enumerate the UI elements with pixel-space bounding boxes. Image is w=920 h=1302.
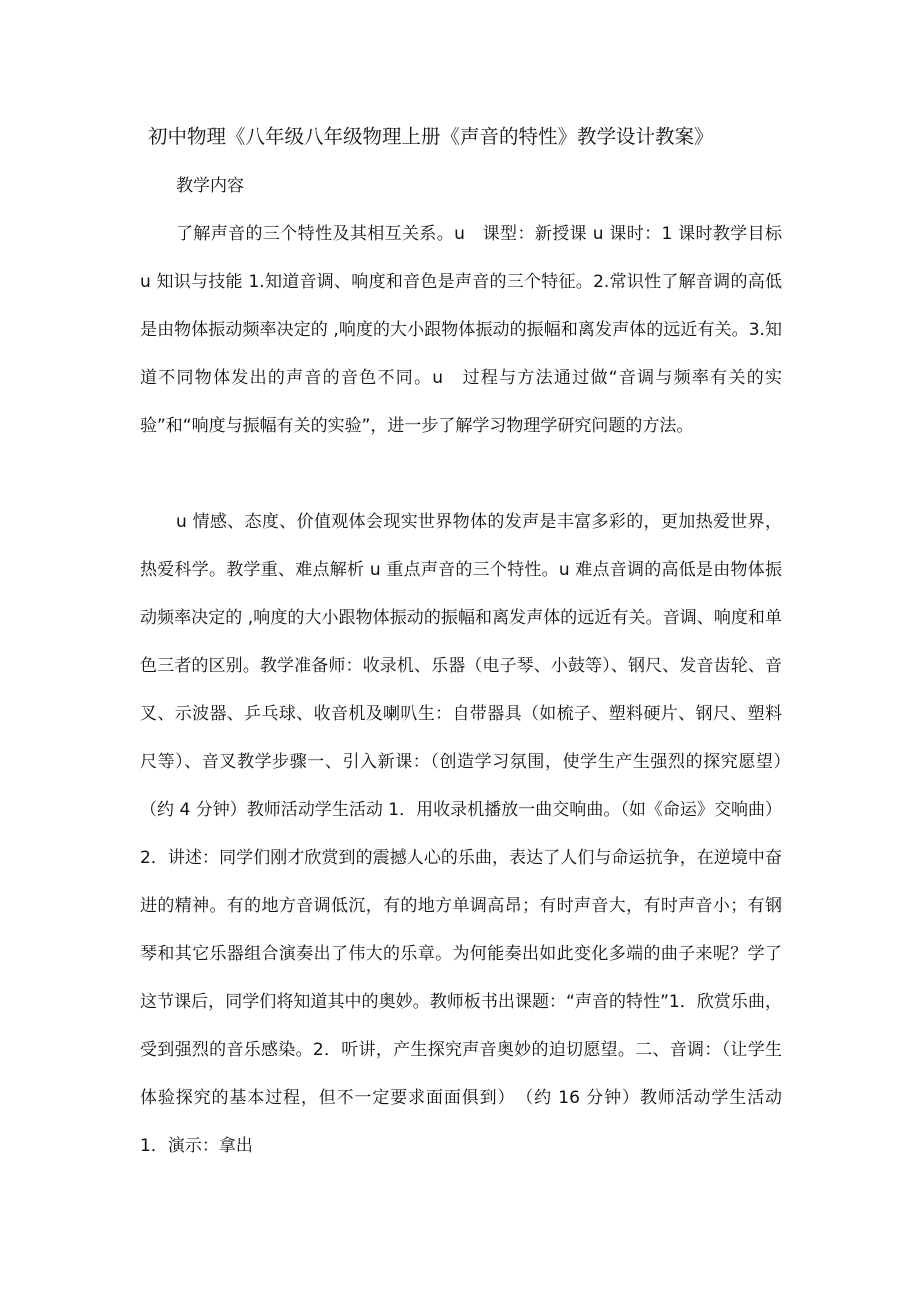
- body-paragraph: 了解声音的三个特性及其相互关系。u 课型：新授课 u 课时：1 课时教学目标 u 知识与技能 1.知道音调、响度和音色是声音的三个特征。2.常识性了解音调的高低是由物体振动频率决定的 ,响度的大小跟物体振动的振幅和离发声体的远近有关。3.知道不同物体发出的声音的音色不同。u 过程与方法通过做“音调与频率有关的实验”和“响度与振幅有关的实验”，进一步了解学习物理学研究问题的方法。: [140, 224, 782, 436]
- document-title: 初中物理《八年级八年级物理上册《声音的特性》教学设计教案》: [148, 125, 714, 148]
- body-paragraph: u 情感、态度、价值观体会现实世界物体的发声是丰富多彩的，更加热爱世界，热爱科学。教学重、难点解析 u 重点声音的三个特性。u 难点音调的高低是由物体振动频率决定的 ,响度的大小跟物体振动的振幅和离发声体的远近有关。音调、响度和单色三者的区别。教学准备师：收录机、乐器（电子琴、小鼓等）、钢尺、发音齿轮、音叉、示波器、乒乓球、收音机及喇叭生：自带器具（如梳子、塑料硬片、钢尺、塑料尺等）、音叉教学步骤一、引入新课：（创造学习氛围，使学生产生强烈的探究愿望） （约 4 分钟）教师活动学生活动 1．用收录机播放一曲交响曲。（如《命运》交响曲）2．讲述：同学们刚才欣赏到的震撼人心的乐曲，表达了人们与命运抗争，在逆境中奋进的精神。有的地方音调低沉，有的地方单调高昂；有时声音大，有时声音小；有钢琴和其它乐器组合演奏出了伟大的乐章。为何能奏出如此变化多端的曲子来呢？学了这节课后，同学们将知道其中的奥妙。教师板书出课题：“声音的特性”1．欣赏乐曲，受到强烈的音乐感染。2．听讲，产生探究声音奥妙的迫切愿望。二、音调：（让学生体验探究的基本过程，但不一定要求面面俱到） （约 16 分钟）教师活动学生活动 1．演示：拿出: [140, 512, 799, 1156]
- section-heading: 教学内容: [176, 176, 244, 196]
